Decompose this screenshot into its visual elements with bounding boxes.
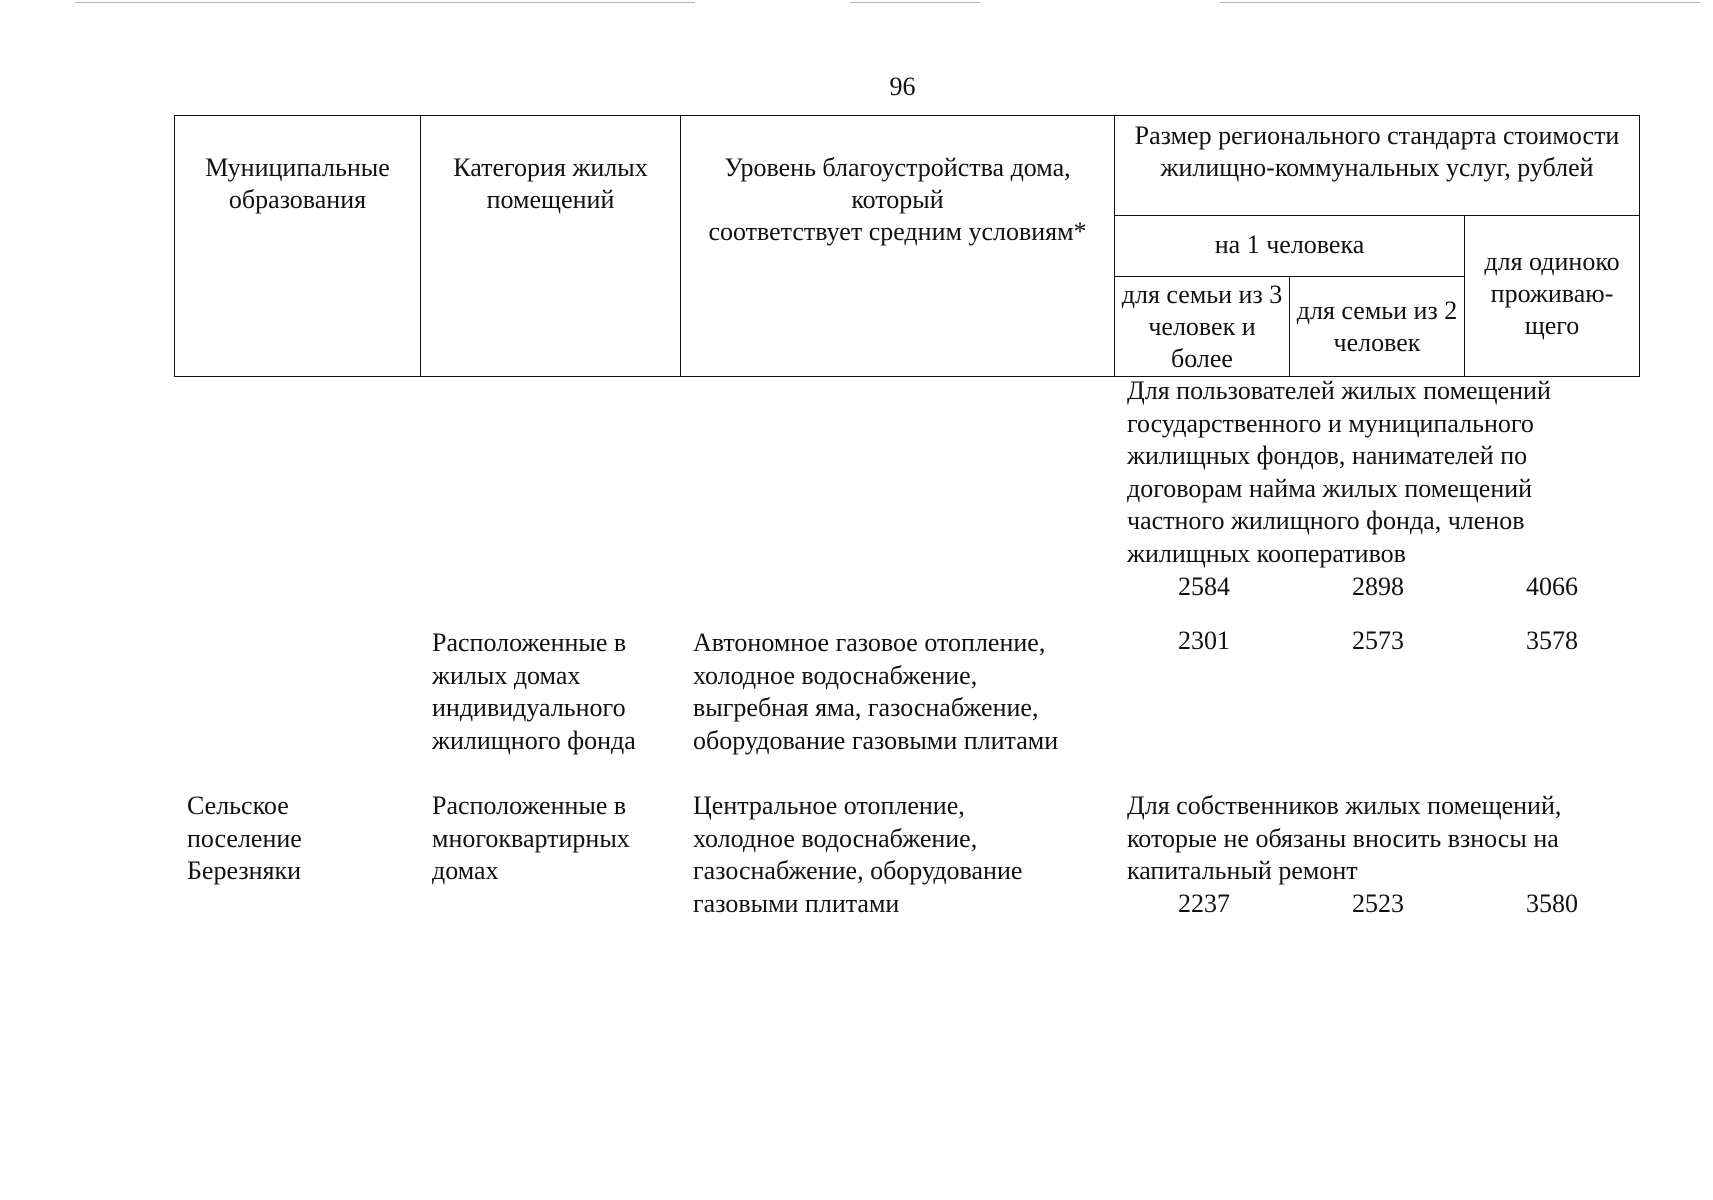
scan-line-top-1 [75,2,695,3]
header-municipal: Муниципальные образования [175,116,421,377]
header-size: Размер регионального стандарта стоимости жилищно-коммунальных услуг, рублей [1115,116,1640,216]
header-level: Уровень благоустройства дома, который соответствует средним условиям* [681,116,1115,377]
value-single-tenants: 4066 [1526,572,1578,601]
value-family3-individual: 2301 [1178,626,1230,655]
value-family3-owners: 2237 [1178,889,1230,918]
header-single: для одиноко проживаю-щего [1465,216,1640,377]
level-autonomous-gas: Автономное газовое отопление, холодное водоснабжение, выгребная яма, газоснабжение, оборудование газовыми плитами [693,628,1059,755]
value-single-individual: 3578 [1526,626,1578,655]
value-family3-tenants: 2584 [1178,572,1230,601]
header-category: Категория жилых помещений [421,116,681,377]
header-table [174,115,1640,377]
header-family2: для семьи из 2 человек [1290,277,1465,377]
value-family2-tenants: 2898 [1352,572,1404,601]
scan-line-top-2 [850,2,980,3]
value-single-owners: 3580 [1526,889,1578,918]
scan-line-top-3 [1220,2,1700,3]
category-apartment-buildings: Расположенные в многоквартирных домах [432,791,630,885]
group-title-tenants: Для пользователей жилых помещений государственного и муниципального жилищных фондов, нанимателей по договорам найма жилых помещений частного жилищного фонда, членов жилищных кооперативов [1127,376,1551,568]
value-family2-owners: 2523 [1352,889,1404,918]
header-family3: для семьи из 3 человек и более [1115,277,1290,377]
category-individual-fund: Расположенные в жилых домах индивидуального жилищного фонда [432,628,636,755]
page-number: 96 [889,72,916,101]
group-title-owners: Для собственников жилых помещений, которые не обязаны вносить взносы на капитальный ремонт [1127,791,1562,885]
header-per-person: на 1 человека [1115,216,1465,277]
municipality-bereznyaki: Сельское поселение Березняки [187,791,302,885]
level-central-heating: Центральное отопление, холодное водоснабжение, газоснабжение, оборудование газовыми плитами [693,791,1023,918]
value-family2-individual: 2573 [1352,626,1404,655]
